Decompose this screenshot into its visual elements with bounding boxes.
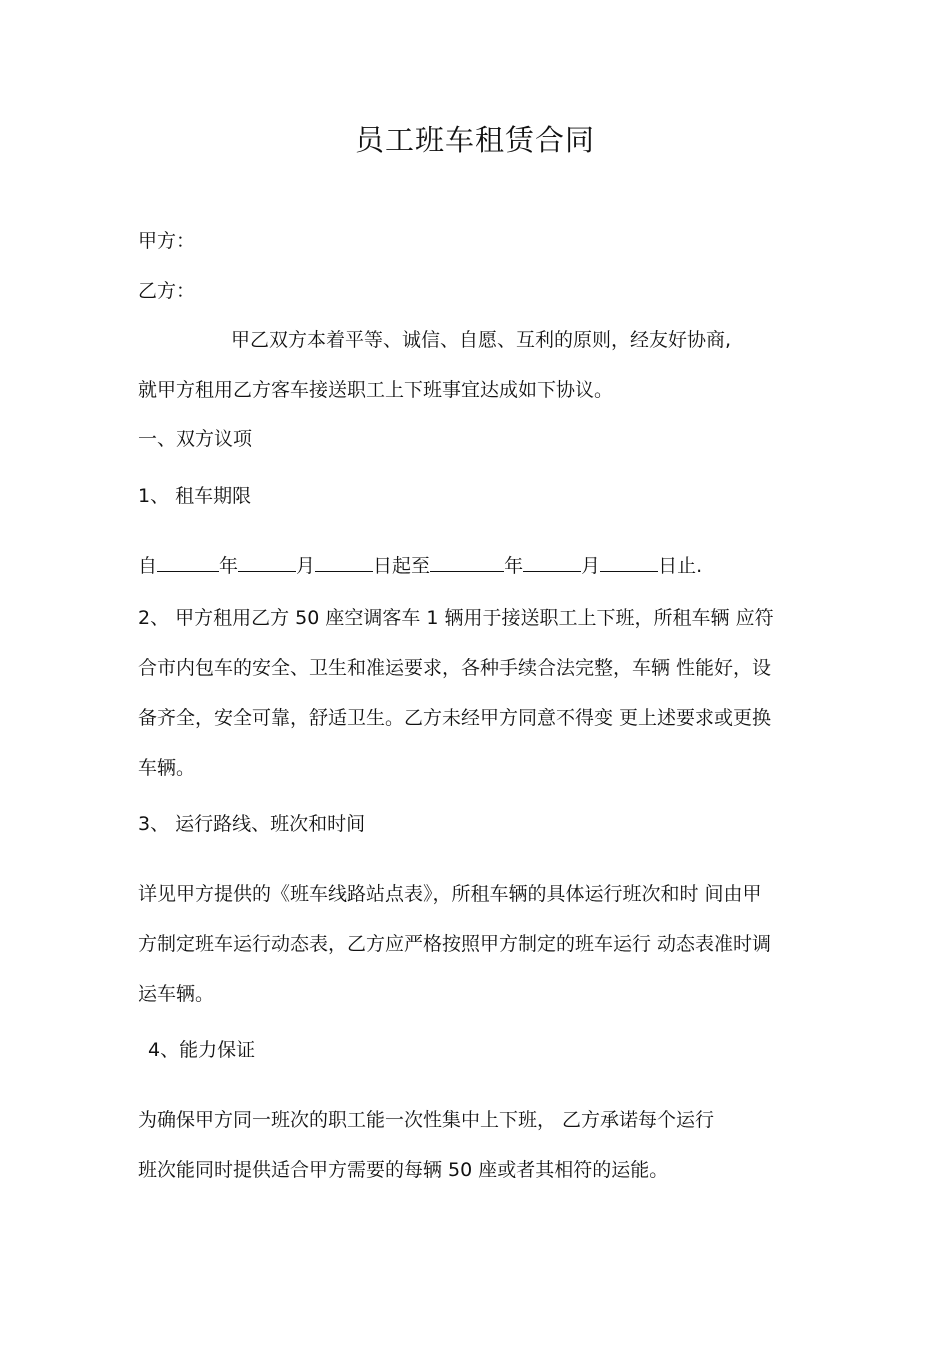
item-3-line-2: 方制定班车运行动态表，乙方应严格按照甲方制定的班车运行 动态表准时调 — [138, 933, 772, 955]
period-day-2-end: 日止. — [658, 555, 703, 577]
item-2-line-3: 备齐全，安全可靠，舒适卫生。乙方未经甲方同意不得变 更上述要求或更换 — [138, 707, 772, 729]
item-4-heading: 4、能力保证 — [148, 1039, 256, 1061]
period-year-1: 年 — [219, 555, 239, 577]
day-2-blank[interactable] — [600, 553, 658, 572]
month-2-blank[interactable] — [523, 553, 581, 572]
year-1-blank[interactable] — [157, 553, 219, 572]
item-2-line-1: 2、 甲方租用乙方 50 座空调客车 1 辆用于接送职工上下班，所租车辆 应符 — [138, 607, 774, 629]
item-3-line-3: 运车辆。 — [138, 983, 215, 1005]
item-2-line-4: 车辆。 — [138, 757, 196, 779]
item-3-line-1: 详见甲方提供的《班车线路站点表》，所租车辆的具体运行班次和时 间由甲 — [138, 883, 762, 905]
preamble-line-1: 甲乙双方本着平等、诚信、自愿、互利的原则，经友好协商, — [231, 329, 732, 351]
item-4-line-1: 为确保甲方同一班次的职工能一次性集中上下班， 乙方承诺每个运行 — [138, 1109, 715, 1131]
party-a-label: 甲方： — [138, 230, 196, 252]
period-year-2: 年 — [504, 555, 524, 577]
rental-period-line — [138, 553, 702, 578]
preamble-line-2: 就甲方租用乙方客车接送职工上下班事宜达成如下协议。 — [138, 379, 614, 401]
item-1-heading: 1、 租车期限 — [138, 485, 252, 507]
item-4-line-2: 班次能同时提供适合甲方需要的每辆 50 座或者其相符的运能。 — [138, 1159, 669, 1181]
period-from: 自 — [138, 555, 158, 577]
period-month-1: 月 — [296, 555, 316, 577]
party-b-label: 乙方： — [138, 280, 196, 302]
item-2-line-2: 合市内包车的安全、卫生和准运要求，各种手续合法完整，车辆 性能好，设 — [138, 657, 772, 679]
month-1-blank[interactable] — [238, 553, 296, 572]
item-3-heading: 3、 运行路线、班次和时间 — [138, 813, 366, 835]
period-day-1-to: 日起至 — [373, 555, 431, 577]
section-1-heading: 一、双方议项 — [138, 428, 253, 450]
period-month-2: 月 — [581, 555, 601, 577]
day-1-blank[interactable] — [315, 553, 373, 572]
contract-title: 员工班车租赁合同 — [354, 123, 595, 157]
year-2-blank[interactable] — [430, 553, 504, 572]
